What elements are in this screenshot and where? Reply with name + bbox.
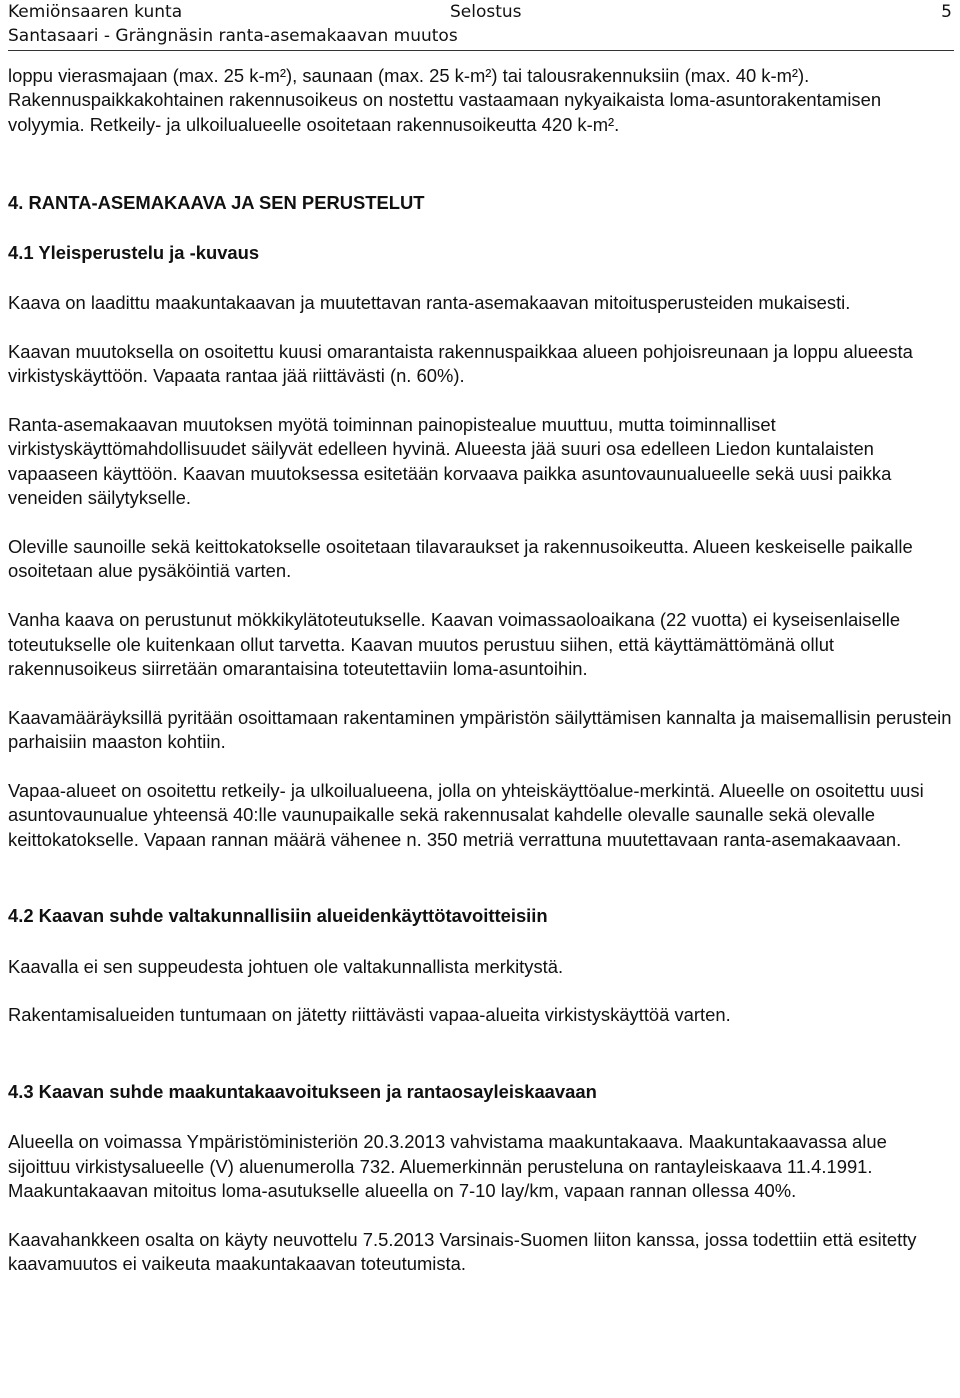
- page-header: [8, 0, 954, 51]
- document-body: [8, 64, 954, 1301]
- section-4-3-paragraph: Kaavahankkeen osalta on käyty neuvottelu 7.5.2013 Varsinais-Suomen liiton kanssa, jossa todettiin että esitetty kaavamuutos ei vaikeuta maakuntakaavan toteutumista.: [8, 1228, 917, 1275]
- section-4-2-paragraph: Kaavalla ei sen suppeudesta johtuen ole valtakunnallista merkitystä.: [8, 955, 564, 977]
- header-page-number: 5: [941, 2, 952, 22]
- section-4-1-paragraph: Ranta-asemakaavan muutoksen myötä toiminnan painopistealue muuttuu, mutta toiminnalliset virkistyskäyttömahdollisuudet säilyvät edelleen hyvinä. Alueesta jää suuri osa edelleen Liedon kuntalaisten vapaaseen käyttöön. Kaavan muutoksessa esitetään korvaava paikka asuntovaunualueelle sekä uusi paikka veneiden säilytykselle.: [8, 414, 892, 509]
- section-4-1-paragraph: Vanha kaava on perustunut mökkikylätoteutukselle. Kaavan voimassaoloaikana (22 vuotta) ei kyseisenlaiselle toteutukselle ole kuitenkaan ollut tarvetta. Kaavan muutos perustuu siihen, että käyttämättömänä ollut rakennusoikeus siirretään omarantaisina toteutettaviin loma-asuntoihin.: [8, 609, 901, 680]
- intro-paragraph: loppu vierasmajaan (max. 25 k-m²), saunaan (max. 25 k-m²) tai talousrakennuksiin (max. 40 k-m²). Rakennuspaikkakohtainen rakennusoikeus on nostettu vastaamaan nykyaikaista loma-asuntorakentamisen volyymia. Retkeily- ja ulkoilualueelle osoitetaan rakennusoikeutta 420 k-m².: [8, 65, 882, 135]
- section-4-1-paragraph: Kaavamääräyksillä pyritään osoittamaan rakentaminen ympäristön säilyttämisen kannalta ja maisemallisin perustein parhaisiin maaston kohtiin.: [8, 706, 952, 753]
- section-4-3-paragraph: Alueella on voimassa Ympäristöministeriön 20.3.2013 vahvistama maakuntakaava. Maakuntakaavassa alue sijoittuu virkistysalueelle (V) aluenumerolla 732. Aluemerkinnän perusteluna on rantayleiskaava 11.4.1991. Maakuntakaavan mitoitus loma-asutukselle alueella on 7-10 lay/km, vapaan rannan ollessa 40%.: [8, 1131, 887, 1202]
- section-4-2-paragraph: Rakentamisalueiden tuntumaan on jätetty riittävästi vapaa-alueita virkistyskäyttöä varten.: [8, 1004, 731, 1026]
- section-4-heading: 4. RANTA-ASEMAKAAVA JA SEN PERUSTELUT: [8, 192, 425, 214]
- section-4-1-paragraph: Oleville saunoille sekä keittokatokselle osoitetaan tilavaraukset ja rakennusoikeutta. Alueen keskeiselle paikalle osoitetaan alue pysäköintiä varten.: [8, 536, 913, 582]
- header-project: Santasaari - Grängnäsin ranta-asemakaavan muutos: [8, 26, 458, 46]
- section-4-1-paragraph: Kaava on laadittu maakuntakaavan ja muutettavan ranta-asemakaavan mitoitusperusteiden mukaisesti.: [8, 292, 851, 314]
- section-4-3-heading: 4.3 Kaavan suhde maakuntakaavoitukseen ja rantaosayleiskaavaan: [8, 1080, 597, 1102]
- header-doc-type: Selostus: [450, 2, 522, 22]
- section-4-1-paragraph: Vapaa-alueet on osoitettu retkeily- ja ulkoilualueena, jolla on yhteiskäyttöalue-merkintä. Alueelle on osoitettu uusi asuntovaunualue yhteensä 40:lle vaunupaikalle sekä rakennusalat kahdelle olevalle saunalle sekä olevalle keittokatokselle. Vapaan rannan määrä vähenee n. 350 metriä verrattuna muutettavaan ranta-asemakaavaan.: [8, 780, 924, 850]
- section-4-2-heading: 4.2 Kaavan suhde valtakunnallisiin alueidenkäyttötavoitteisiin: [8, 905, 548, 927]
- section-4-1-heading: 4.1 Yleisperustelu ja -kuvaus: [8, 241, 260, 263]
- header-organization: Kemiönsaaren kunta: [8, 2, 183, 22]
- section-4-1-paragraph: Kaavan muutoksella on osoitettu kuusi omarantaista rakennuspaikkaa alueen pohjoisreunaan ja loppu alueesta virkistyskäyttöön. Vapaata rantaa jää riittävästi (n. 60%).: [8, 340, 913, 387]
